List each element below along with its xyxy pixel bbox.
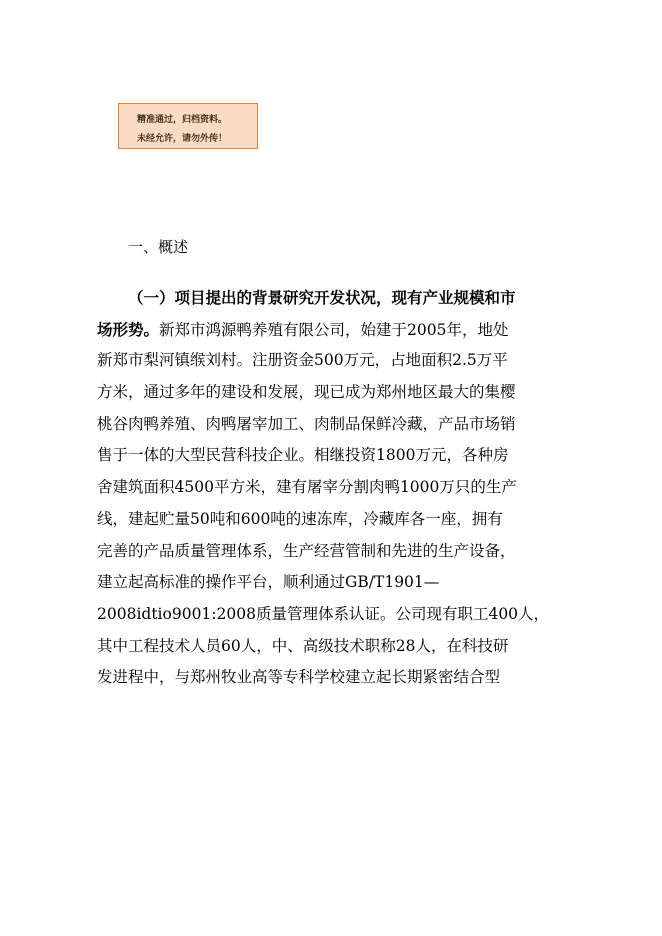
paragraph-line-1: （一）项目提出的背景研究开发状况，现有产业规模和市 bbox=[128, 288, 516, 307]
paragraph-line-2-rest: 新郑市鸿源鸭养殖有限公司，始建于2005年，地处 bbox=[159, 320, 509, 339]
paragraph-line-9: 完善的产品质量管理体系，生产经营管制和先进的生产设备， bbox=[97, 541, 516, 560]
paragraph-line-13: 发进程中，与郑州牧业高等专科学校建立起长期紧密结合型 bbox=[97, 668, 501, 687]
paragraph-line-3: 新郑市梨河镇缑刘村。注册资金500万元，占地面积2.5万平 bbox=[97, 351, 508, 370]
stamp-line-2: 未经允许，请勿外传！ bbox=[137, 134, 228, 144]
paragraph-line-7: 舍建筑面积4500平方米，建有屠宰分割肉鸭1000万只的生产 bbox=[97, 478, 517, 497]
paragraph-line-11: 2008idtio9001:2008质量管理体系认证。公司现有职工400人， bbox=[97, 604, 550, 623]
paragraph-line-10: 建立起高标准的操作平台，顺利通过GB/T1901— bbox=[97, 573, 440, 592]
paragraph-line-2-bold: 场形势。 bbox=[97, 319, 160, 339]
paragraph-line-2 bbox=[97, 314, 572, 346]
paragraph-line-5: 桃谷肉鸭养殖、肉鸭屠宰加工、肉制品保鲜冷藏，产品市场销 bbox=[97, 414, 516, 433]
body-paragraph bbox=[97, 282, 572, 694]
paragraph-line-12: 其中工程技术人员60人，中、高级技术职称28人，在科技研 bbox=[97, 636, 509, 655]
watermark-stamp bbox=[118, 103, 258, 149]
paragraph-line-6: 售于一体的大型民营科技企业。相继投资1800万元，各种房 bbox=[97, 446, 509, 465]
section-heading: 一、概述 bbox=[128, 238, 189, 256]
paragraph-line-8: 线，建起贮量50吨和600吨的速冻库，冷藏库各一座，拥有 bbox=[97, 509, 503, 528]
paragraph-line-4: 方米，通过多年的建设和发展，现已成为郑州地区最大的集樱 bbox=[97, 383, 516, 402]
stamp-line-1: 精准通过，归档资料。 bbox=[137, 115, 228, 125]
